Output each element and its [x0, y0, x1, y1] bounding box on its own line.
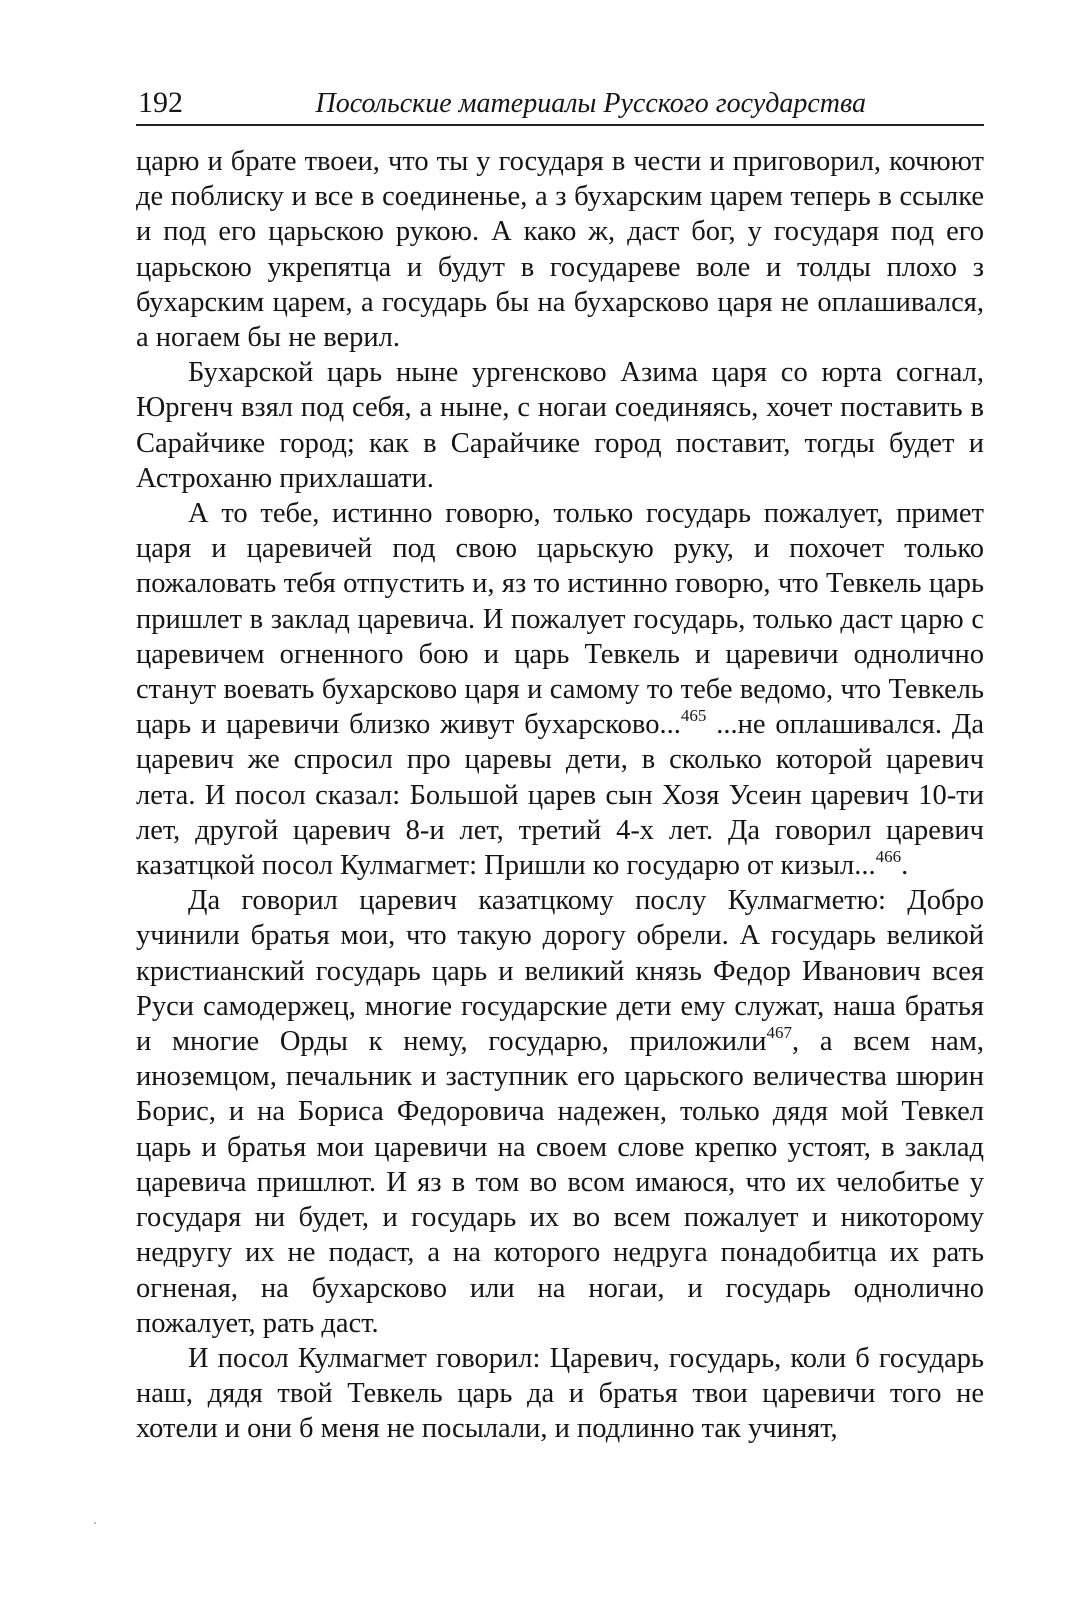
paragraph [136, 355, 984, 496]
paragraph [136, 883, 984, 1341]
page-header [136, 84, 984, 126]
page-number: 192 [138, 86, 183, 119]
text-run: царю и брате твоеи, что ты у государя в чести и приговорил, кочюют де поблиску и все в соединенье, а з бухарским царем теперь в ссылке и под его царьскою рукою. А како ж, даст бог, у государя под его царьскою укрепятца и будут в государеве воле и толды плохо з бухарским царем, а государь бы на бухарсково царя не оплашивался, а ногаем бы не верил. [136, 146, 984, 354]
paragraph [136, 496, 984, 883]
scan-speck [94, 1522, 96, 1524]
text-run: Да говорил царевич казатцкому послу Кулмагметю: Добро учинили братья мои, что такую дорогу обрели. А государь великой кристианский государь царь и великий князь Федор Иванович всея Руси самодержец, многие государские дети ему служат, наша братья и многие Орды к нему, государю, приложили [136, 885, 984, 1058]
body-text [136, 144, 984, 1447]
footnote-marker: 467 [766, 1023, 793, 1043]
text-run: ...не оплашивался. Да царевич же спросил про царевы дети, в сколько которой царевич лета. И посол сказал: Большой царев сын Хозя Усеин царевич 10-ти лет, другой царевич 8-и лет, третий 4-х лет. Да говорил царевич казатцкой посол Кулмагмет: Пришли ко государю от кизыл... [136, 709, 984, 882]
paragraph [136, 1341, 984, 1447]
footnote-marker: 465 [680, 706, 707, 726]
text-run: Бухарской царь ныне ургенсково Азима царя со юрта согнал, Юргенч взял под себя, а ныне, с ногаи соединяясь, хочет поставить в Сарайчике город; как в Сарайчике город поставит, тогды будет и Астроханю прихлашати. [136, 357, 984, 494]
footnote-marker: 466 [875, 847, 902, 867]
book-page [136, 84, 984, 1447]
text-run: , а всем нам, иноземцом, печальник и заступник его царьского величества шюрин Борис, и на Бориса Федоровича надежен, только дядя мой Тевкел царь и братья мои царевичи на своем слове крепко устоят, в заклад царевича пришлют. И яз в том во всом имаюся, что их челобитье у государя ни будет, и государь их во всем пожалует и никоторому недругу их не подаст, а на которого недруга понадобитца их рать огненая, на бухарсково или на ногаи, и государь однолично пожалует, рать даст. [136, 1026, 984, 1339]
paragraph [136, 144, 984, 355]
text-run: . [901, 850, 909, 882]
running-title: Посольские материалы Русского государства [315, 88, 866, 119]
text-run: А то тебе, истинно говорю, только государь пожалует, примет царя и царевичей под свою царьскую руку, и похочет только пожаловать тебя отпустить и, яз то истинно говорю, что Тевкель царь пришлет в заклад царевича. И пожалует государь, только даст царю с царевичем огненного бою и царь Тевкель и царевичи однолично станут воевать бухарсково царя и самому то тебе ведомо, что Тевкель царь и царевичи близко живут бухарсково... [136, 498, 984, 741]
text-run: И посол Кулмагмет говорил: Царевич, государь, коли б государь наш, дядя твой Тевкель царь да и братья твои царевичи того не хотели и они б меня не посылали, и подлинно так учинят, [136, 1342, 984, 1445]
